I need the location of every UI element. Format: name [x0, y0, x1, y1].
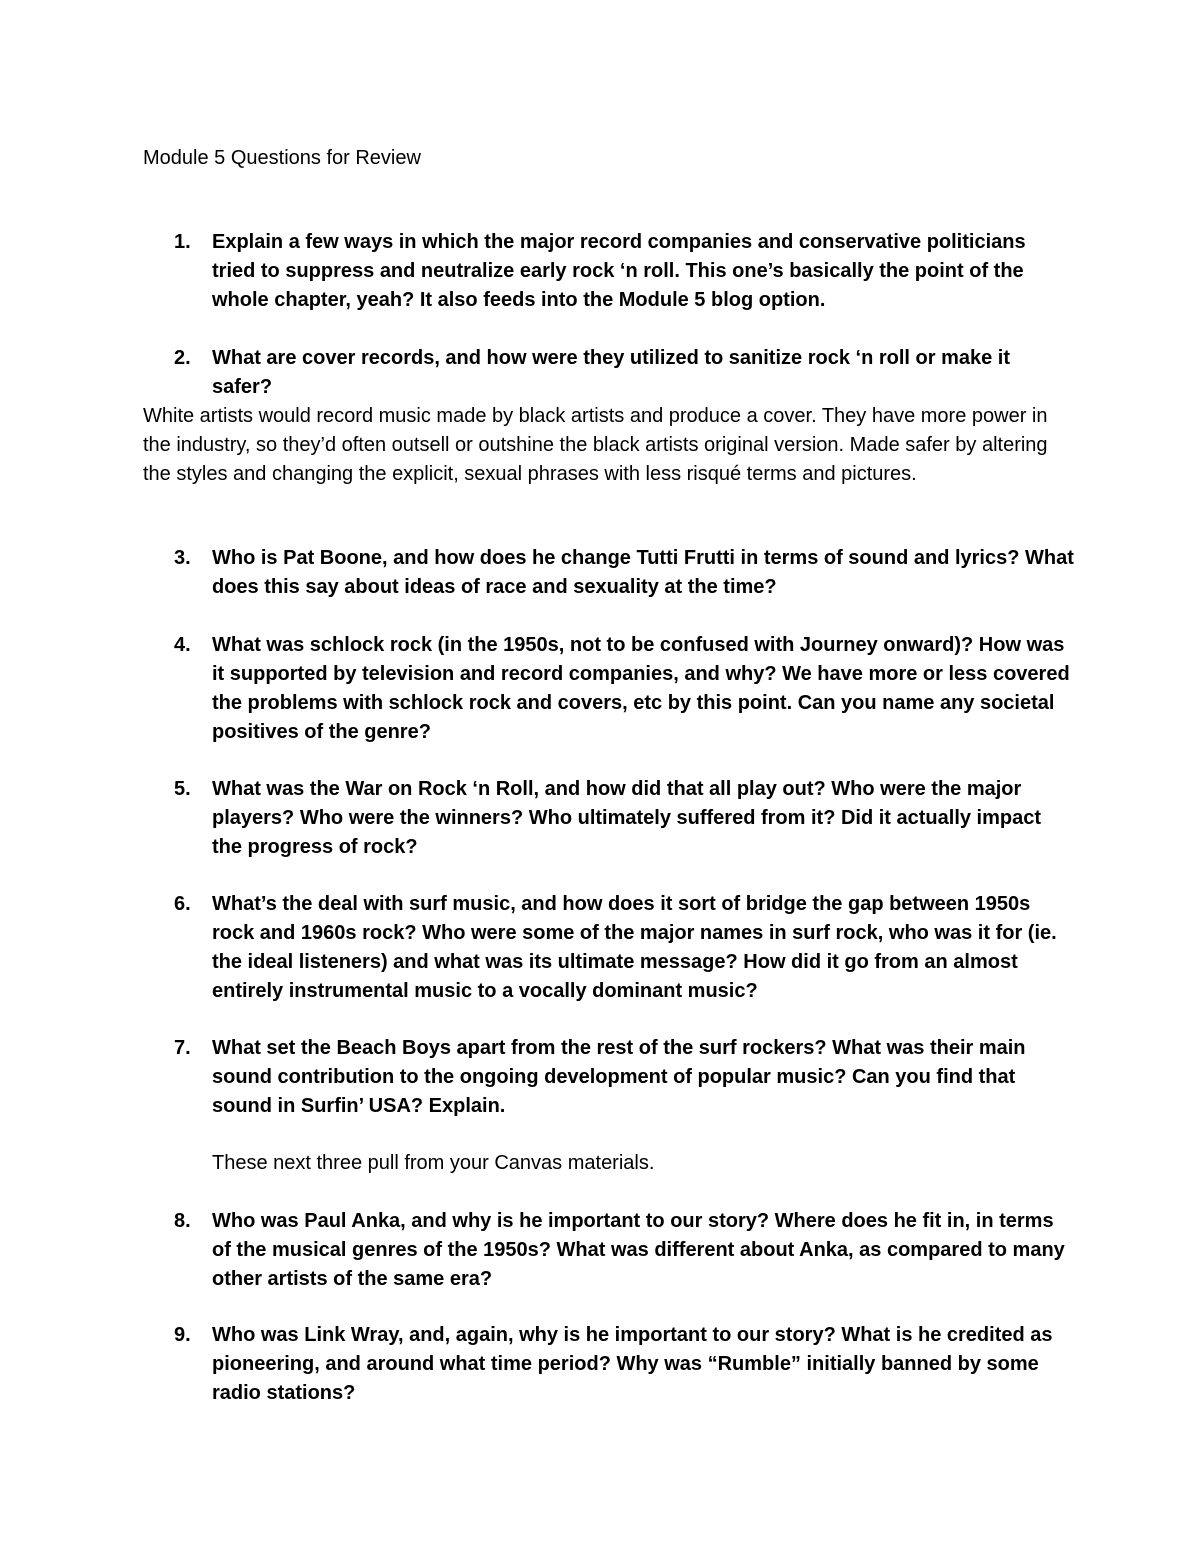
question-number: 4.	[174, 634, 191, 656]
question-5	[174, 775, 1074, 862]
question-number: 5.	[174, 778, 191, 800]
question-text: What are cover records, and how were they utilized to sanitize rock ‘n roll or make it safer?	[212, 347, 1010, 398]
question-6	[174, 890, 1074, 1006]
question-7	[174, 1034, 1074, 1121]
question-number: 7.	[174, 1037, 191, 1059]
question-number: 9.	[174, 1324, 191, 1346]
question-2	[174, 344, 1074, 402]
question-number: 1.	[174, 231, 191, 253]
answer-2-text: White artists would record music made by black artists and produce a cover. They have more power in the industry, so they’d often outsell or outshine the black artists original version. Made safer by altering the styles and changing the explicit, sexual phrases with less risqué terms and pictures.	[143, 405, 1048, 485]
question-text: What was the War on Rock ‘n Roll, and how did that all play out? Who were the major players? Who were the winners? Who ultimately suffered from it? Did it actually impact the progress of rock?	[212, 778, 1042, 858]
question-text: Who was Link Wray, and, again, why is he important to our story? What is he credited as pioneering, and around what time period? Why was “Rumble” initially banned by some radio stations?	[212, 1324, 1053, 1404]
question-text: Who was Paul Anka, and why is he important to our story? Where does he fit in, in terms of the musical genres of the 1950s? What was different about Anka, as compared to many other artists of the same era?	[212, 1210, 1065, 1290]
question-text: Explain a few ways in which the major record companies and conservative politicians tried to suppress and neutralize early rock ‘n roll. This one’s basically the point of the whole chapter, yeah? It also feeds into the Module 5 blog option.	[212, 231, 1026, 311]
question-number: 2.	[174, 347, 191, 369]
question-text: Who is Pat Boone, and how does he change Tutti Frutti in terms of sound and lyrics? What does this say about ideas of race and sexuality at the time?	[212, 547, 1074, 598]
question-9	[174, 1321, 1074, 1408]
question-number: 6.	[174, 893, 191, 915]
canvas-materials-note: These next three pull from your Canvas materials.	[212, 1152, 655, 1174]
question-text: What set the Beach Boys apart from the rest of the surf rockers? What was their main sound contribution to the ongoing development of popular music? Can you find that sound in Surfin’ USA? Explain.	[212, 1037, 1026, 1117]
question-number: 8.	[174, 1210, 191, 1232]
question-text: What was schlock rock (in the 1950s, not to be confused with Journey onward)? How was it supported by television and record companies, and why? We have more or less covered the problems with schlock rock and covers, etc by this point. Can you name any societal positives of the genre?	[212, 634, 1070, 743]
question-text: What’s the deal with surf music, and how does it sort of bridge the gap between 1950s rock and 1960s rock? Who were some of the major names in surf rock, who was it for (ie. the ideal listeners) and what was its ultimate message? How did it go from an almost entirely instrumental music to a vocally dominant music?	[212, 893, 1057, 1002]
question-1	[174, 228, 1074, 315]
question-8	[174, 1207, 1074, 1294]
question-4	[174, 631, 1074, 747]
question-number: 3.	[174, 547, 191, 569]
question-3	[174, 544, 1074, 602]
document-title: Module 5 Questions for Review	[143, 147, 421, 169]
